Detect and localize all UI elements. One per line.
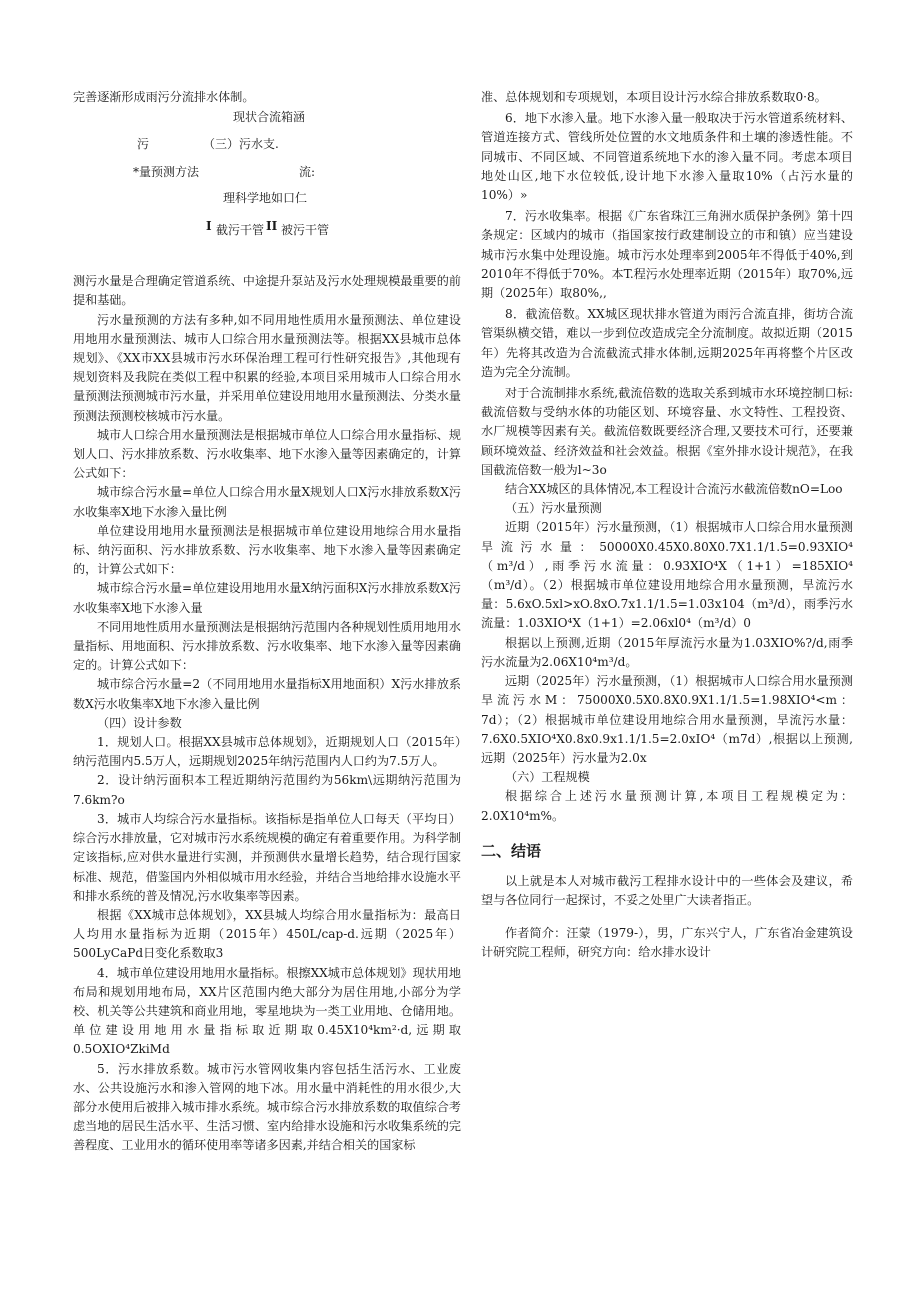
paragraph: 不同用地性质用水量预测法是根据纳污范围内各种规划性质用地用水量指标、用地面积、污水排放系数、污水收集率、地下水渗入量等因素确定的。计算公式如下： bbox=[73, 619, 461, 673]
paragraph: 3．城市人均综合污水量指标。该指标是指单位人口每天（平均日）综合污水排放量，它对城市污水系统规模的确定有着重要作用。为科学制定该指标,应对供水量进行实测，并预测供水量增长趋势，结合现行国家标准、规范，借鉴国内外相似城市用水经验，并结合当地给排水设施水平和排水系统的普及情况,污水收集率等因素。 bbox=[73, 811, 461, 903]
subheading: （五）污水量预测 bbox=[505, 501, 602, 516]
figure-bar-mark: I bbox=[206, 219, 212, 234]
left-column bbox=[73, 88, 461, 1156]
paragraph: 根据以上预测,近期（2015年厚流污水量为1.03XIO%?/d,雨季污水流量为2.06X10⁴m³/d。 bbox=[481, 635, 853, 669]
author-bio: 作者简介：汪蒙（1979-），男，广东兴宁人，广东省冶金建筑设计研究院工程师，研究方向：给水排水设计 bbox=[481, 926, 853, 960]
section-heading: 二、结语 bbox=[481, 841, 542, 860]
paragraph: 4．城市单位建设用地用水量指标。根擦XX城市总体规划》现状用地布局和规划用地布局，XX片区范围内绝大部分为居住用地,小部分为学校、机关等公共建筑和商业用地，零星地块为一类工业用地、仓储用地。单位建设用地用水量指标取近期取0.45X10⁴km²·d,远期取0.5OXIO⁴ZkiMd bbox=[73, 965, 461, 1057]
paragraph: 对于合流制排水系统,截流倍数的选取关系到城市水环境控制口标:截流倍数与受纳水体的功能区划、环境容量、水文特性、工程投资、水厂规模等因素有关。截流倍数既要经济合理,又要技术可行，还要兼顾环境效益、经济效益和社会效益。根据《室外排水设计规范》，在我国截流倍数一般为l~3o bbox=[481, 386, 853, 477]
figure-label: 理科学地如口仁 bbox=[223, 191, 308, 206]
paragraph: 7．污水收集率。根据《广东省珠江三角洲水质保护条例》第十四条规定：区域内的城市（指国家按行政建制设立的市和镇）应当建设城市污水集中处理设施。城市污水处理率到2005年不得低于40%,到2010年不得低于70%。本T.程污水处理率近期（2015年）取70%,远期（2025年）取80%,, bbox=[481, 209, 853, 301]
figure-fragments bbox=[73, 107, 461, 272]
paragraph: 1．规划人口。根据XX县城市总体规划》，近期规划人口（2015年）纳污范围内5.5万人，远期规划2025年纳污范围内人口约为7.5万人。 bbox=[73, 735, 461, 769]
paragraph: 污水量预测的方法有多种,如不同用地性质用水量预测法、单位建设用地用水量预测法、城市人口综合用水量预测法等。根据XX县城市总体规划》、《XX市XX县城市污水环保治理工程可行性研究报告》,其他现有规划资料及我院在类似工程中积累的经验,本项目采用城市人口综合用水量预测法预测城市污水量，并采用单位建设用地用水量预测法、分类水量预测法预测校核城市污水量。 bbox=[73, 312, 461, 423]
subheading: （四）设计参数 bbox=[97, 715, 182, 730]
figure-label: *量预测方法 bbox=[133, 165, 200, 180]
paragraph: 测污水量是合理确定管道系统、中途提升泵站及污水处理规模最重要的前提和基础。 bbox=[73, 274, 461, 308]
paragraph: 2．设计纳污面积本工程近期纳污范围约为56km\远期纳污范围为7.6km?o bbox=[73, 773, 461, 807]
paragraph: 结合XX城区的具体情况,本工程设计合流污水截流倍数nO=Loo bbox=[505, 482, 843, 497]
figure-label: 被污干管 bbox=[281, 223, 330, 238]
right-column bbox=[481, 88, 853, 963]
figure-label: 流: bbox=[299, 165, 316, 180]
paragraph-left-top: 完善逐渐形成雨污分流排水体制。 bbox=[73, 90, 255, 104]
paragraph: 以上就是本人对城市截污工程排水设计中的一些体会及建议，希望与各位同行一起探讨，不妥之处里广大读者指正。 bbox=[481, 873, 853, 907]
figure-label: 截污干管 bbox=[216, 223, 265, 238]
formula-paragraph: 城市综合污水量=单位建设用地用水量X纳污面积X污水排放系数X污水收集率X地下水渗入量 bbox=[73, 581, 461, 615]
formula-paragraph: 城市综合污水量=2（不同用地用水量指标X用地面积）X污水排放系数X污水收集率X地下水渗入量比例 bbox=[73, 677, 461, 711]
paragraph: 单位建设用地用水量预测法是根据城市单位建设用地综合用水量指标、纳污面积、污水排放系数、污水收集率、地下水渗入量等因素确定的，计算公式如下： bbox=[73, 523, 461, 577]
paragraph: 根据综合上述污水量预测计算,本项目工程规模定为：2.0X10⁴m%。 bbox=[481, 789, 853, 823]
figure-label: 污 bbox=[137, 137, 150, 152]
paragraph: 城市人口综合用水量预测法是根据城市单位人口综合用水量指标、规划人口、污水排放系数、污水收集率、地下水渗入量等因素确定的，计算公式如下： bbox=[73, 427, 461, 481]
figure-label: 现状合流箱涵 bbox=[233, 110, 306, 125]
paragraph: 近期（2015年）污水量预测，（1）根据城市人口综合用水量预测旱流污水量：50000X0.45X0.80X0.7X1.1/1.5=0.93XIO⁴（m³/d）,雨季污水流量：0.93XIO⁴X（1+1）=185XIO⁴（m³/d）。（2）根据城市单位建设用地综合用水量预测，旱流污水量：5.6xO.5xl>xO.8xO.7x1.1/1.5=1.03x104（m³/d），雨季污水流量：1.03XIO⁴X（1+1）=2.06xl0⁴（m³/d）0 bbox=[481, 520, 853, 631]
figure-label: （三）污水支. bbox=[203, 137, 279, 152]
paragraph: 根据《XX城市总体规划》，XX县城人均综合用水量指标为：最高日人均用水量指标为近期（2015年）450L/cap-d.远期（2025年）500LyCaPd日变化系数取3 bbox=[73, 907, 461, 961]
paragraph: 5．污水排放系数。城市污水管网收集内容包括生活污水、工业废水、公共设施污水和渗入管网的地下冰。用水量中消耗性的用水很少,大部分水使用后被排入城市排水系统。城市综合污水排放系数的取值综合考虑当地的居民生活水平、生活习惯、室内给排水设施和污水收集系统的完善程度、工业用水的循环使用率等诸多因素,并结合相关的国家标 bbox=[73, 1061, 461, 1153]
paragraph: 8．截流倍数。XX城区现状排水管道为雨污合流直排，街坊合流管渠纵横交错，难以一步到位改造成完全分流制度。故拟近期（2015年）先将其改造为合流截流式排水体制,远期2025年再将整个片区改造为完全分流制。 bbox=[481, 307, 853, 379]
paragraph: 远期（2025年）污水量预测，（1）根据城市人口综合用水量预测旱流污水M：75000X0.5X0.8X0.9X1.1/1.5=1.98XIO⁴<m：7d）；（2）根据城市单位建设用地综合用水量预测，旱流污水量：7.6X0.5XIO⁴X0.8x0.9x1.1/1.5=2.0xIO⁴（m7d）,根据以上预测,远期（2025年）污水量为2.0x bbox=[481, 674, 853, 765]
formula-paragraph: 城市综合污水量=单位人口综合用水量X规划人口X污水排放系数X污水收集率X地下水渗入量比例 bbox=[73, 485, 461, 519]
figure-bar-mark: II bbox=[266, 219, 278, 234]
paragraph: 6．地下水渗入量。地下水渗入量一般取决于污水管道系统材料、管道连接方式、管线所处位置的水文地质条件和土壤的渗透性能。不同城市、不同区域、不同管道系统地下水的渗入量不同。考虑本项目地处山区,地下水位较低,设计地下水渗入量取10%（占污水量的10%）» bbox=[481, 111, 853, 203]
subheading: （六）工程规模 bbox=[505, 770, 590, 785]
paragraph: 准、总体规划和专项规划，本项目设计污水综合排放系数取0·8。 bbox=[481, 90, 827, 104]
